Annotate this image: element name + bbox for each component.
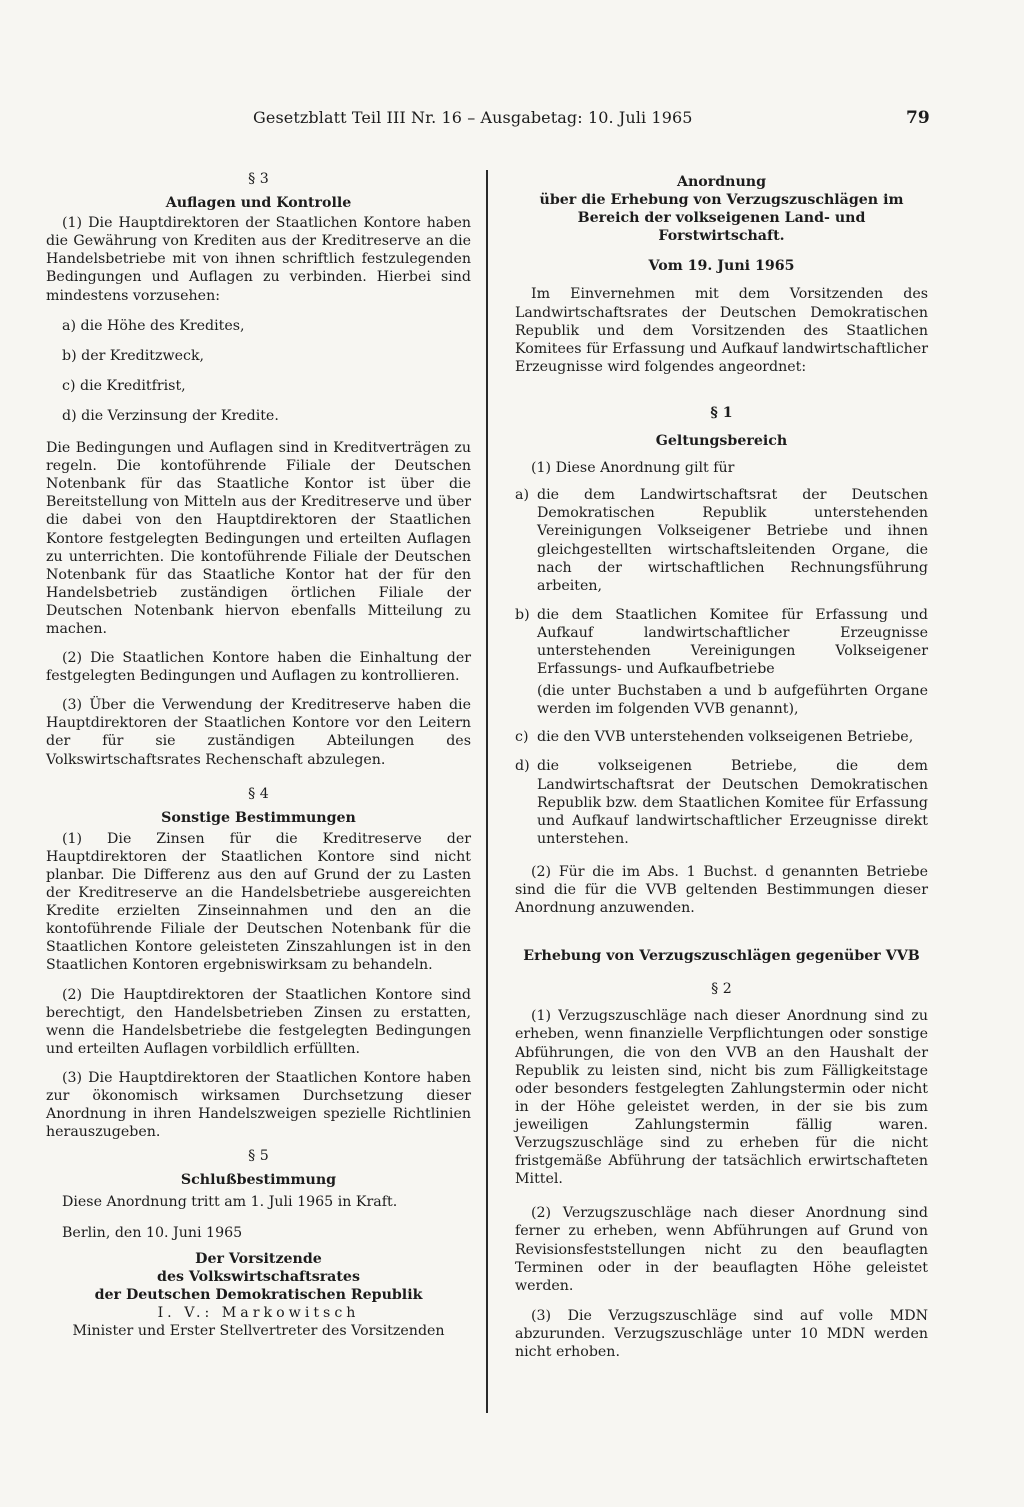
order-title-1: Anordnung: [676, 174, 767, 190]
list-text: die den VVB unterstehenden volkseigenen Betriebe,: [537, 729, 914, 746]
list-item: [515, 728, 928, 746]
section-1-note: (die unter Buchstaben a und b aufgeführten Organe werden im folgenden VVB genannt),: [537, 683, 928, 718]
section-4-paragraph-1: (1) Die Zinsen für die Kreditreserve der Hauptdirektoren der Staatlichen Kontore sind nicht planbar. Die Differenz aus den auf Grund der zu Lasten der Kreditreserve an die Handelsbetriebe ausgereichten Kredite erzielten Zinseinnahmen und den an die kontoführende Filiale der Deutschen Notenbank für die Staatlichen Kontore geleisteten Zinszahlungen ist in den Staatlichen Kontoren ergebniswirksam zu behandeln.: [46, 830, 471, 974]
signature-line-1: Der Vorsitzende: [195, 1250, 322, 1267]
section-2-paragraph-1: (1) Verzugszuschläge nach dieser Anordnung sind zu erheben, wenn finanzielle Verpflichtungen oder sonstige Abführungen, die von den VVB an den Haushalt der Republik zu leisten sind, nicht bis zum Fälligkeitstage oder besonders festgelegten Zahlungstermin oder nicht in der Höhe geleistet werden, in der sie bis zum jeweiligen Zahlungstermin fällig waren. Verzugszuschläge sind zu erheben für die nicht fristgemäße Abführung der tatsächlich erwirtschafteten Mittel.: [515, 1008, 928, 1188]
section-5-title: Schlußbestimmung: [180, 1172, 337, 1189]
signature-line-4: I. V.: Markowitsch: [157, 1304, 360, 1321]
section-3-title: Auflagen und Kontrolle: [165, 195, 352, 212]
list-item: [515, 757, 928, 847]
section-4-heading: § 4: [248, 785, 269, 802]
section-1-heading: § 1: [710, 404, 733, 421]
place-date: Berlin, den 10. Juni 1965: [62, 1224, 243, 1241]
section-2-heading: § 2: [711, 981, 732, 998]
signature-line-2: des Volkswirtschaftsrates: [157, 1268, 360, 1285]
section-3-paragraph-2: (2) Die Staatlichen Kontore haben die Einhaltung der festgelegten Bedingungen und Auflagen zu kontrollieren.: [46, 650, 471, 685]
list-item: [515, 486, 928, 595]
list-label: c): [515, 729, 529, 746]
list-label: a): [515, 487, 529, 504]
list-text: die dem Staatlichen Komitee für Erfassung und Aufkauf landwirtschaftlicher Erzeugnisse unterstehenden Vereinigungen Volkseigener Erfassungs- und Aufkaufbetriebe: [537, 606, 928, 678]
section-2-paragraph-3: (3) Die Verzugszuschläge sind auf volle MDN abzurunden. Verzugszuschläge unter 10 MDN werden nicht erhoben.: [515, 1307, 928, 1360]
list-text: die dem Landwirtschaftsrat der Deutschen Demokratischen Republik unterstehenden Vereinigungen Volkseigener Betriebe und ihnen gleichgestellten wirtschaftsleitenden Organe, die nach der wirtschaftlichen Rechnungsführung arbeiten,: [537, 487, 928, 594]
section-1-paragraph-1: (1) Diese Anordnung gilt für: [531, 460, 735, 477]
right-column: [515, 166, 928, 1361]
order-title-3: Bereich der volkseigenen Land- und Forstwirtschaft.: [577, 210, 866, 245]
section-4-paragraph-3: (3) Die Hauptdirektoren der Staatlichen Kontore haben zur ökonomisch wirksamen Durchsetzung dieser Anordnung in ihren Handelszweigen spezielle Richtlinien herauszugeben.: [46, 1069, 471, 1141]
section-4-paragraph-2: (2) Die Hauptdirektoren der Staatlichen Kontore sind berechtigt, den Handelsbetrieben Zinsen zu erstatten, wenn die Handelsbetriebe die festgelegten Bedingungen und erteilten Auflagen vorbildlich erfüllten.: [46, 986, 471, 1057]
section-3-paragraph-1b: Die Bedingungen und Auflagen sind in Kreditverträgen zu regeln. Die kontoführende Filiale der Deutschen Notenbank für das Staatliche Kontor ist über die Bereitstellung von Mitteln aus der Kreditreserve und über die dabei von den Hauptdirektoren der Staatlichen Kontore festgelegten Bedingungen und erteilten Auflagen zu unterrichten. Die kontoführende Filiale der Deutschen Notenbank für das Staatliche Kontor hat der für den Handelsbetrieb zuständigen örtlichen Filiale der Deutschen Notenbank hiervon ebenfalls Mitteilung zu machen.: [46, 440, 471, 637]
list-item: a) die Höhe des Kredites,: [62, 317, 245, 334]
left-column: [46, 166, 471, 1340]
section-3-heading: § 3: [248, 171, 269, 187]
section-1-title: Geltungsbereich: [655, 433, 788, 450]
list-item: c) die Kreditfrist,: [62, 377, 186, 394]
signature-line-3: der Deutschen Demokratischen Republik: [94, 1286, 423, 1303]
list-item: d) die Verzinsung der Kredite.: [62, 407, 279, 424]
order-title-2: über die Erhebung von Verzugszuschlägen im: [539, 192, 904, 209]
page-header: [0, 108, 1024, 134]
section-3-paragraph-1: (1) Die Hauptdirektoren der Staatlichen Kontore haben die Gewährung von Krediten aus der Kreditreserve an die Handelsbetriebe mit von ihnen schriftlich festzulegenden Bedingungen und Auflagen zu verbinden. Hierbei sind mindestens vorzusehen:: [46, 215, 471, 304]
section-1-paragraph-2: (2) Für die im Abs. 1 Buchst. d genannten Betriebe sind die für die VVB geltenden Bestimmungen dieser Anordnung anzuwenden.: [515, 863, 928, 917]
part-title: Erhebung von Verzugszuschlägen gegenüber VVB: [523, 948, 920, 965]
section-2-paragraph-2: (2) Verzugszuschläge nach dieser Anordnung sind ferner zu erheben, wenn Abführungen auf Grund von Revisionsfeststellungen nicht zu den beauflagten Terminen oder in der beauflagten Höhe geleistet werden.: [515, 1205, 928, 1294]
list-label: b): [515, 606, 530, 623]
order-date: Vom 19. Juni 1965: [648, 258, 795, 275]
list-text: die volkseigenen Betriebe, die dem Landwirtschaftsrat der Deutschen Demokratischen Republik bzw. dem Staatlichen Komitee für Erfassung und Aufkauf landwirtschaftlicher Erzeugnisse direkt unterstehen.: [537, 758, 928, 847]
signature-line-5: Minister und Erster Stellvertreter des Vorsitzenden: [72, 1323, 445, 1340]
section-3-paragraph-3: (3) Über die Verwendung der Kreditreserve haben die Hauptdirektoren der Staatlichen Kontore vor den Leitern der für sie zuständigen Abteilungen des Volkswirtschaftsrates Rechenschaft abzulegen.: [46, 697, 471, 768]
header-title: Gesetzblatt Teil III Nr. 16 – Ausgabetag: 10. Juli 1965: [253, 108, 693, 127]
page-number: 79: [906, 108, 930, 128]
section-5-heading: § 5: [248, 1148, 269, 1165]
list-label: d): [515, 758, 530, 775]
section-5-paragraph-1: Diese Anordnung tritt am 1. Juli 1965 in Kraft.: [62, 1193, 398, 1210]
list-item: b) der Kreditzweck,: [62, 347, 205, 364]
column-divider: [486, 170, 488, 1413]
preamble: Im Einvernehmen mit dem Vorsitzenden des Landwirtschaftsrates der Deutschen Demokratischen Republik und dem Vorsitzenden des Staatlichen Komitees für Erfassung und Aufkauf landwirtschaftlicher Erzeugnisse wird folgendes angeordnet:: [515, 286, 928, 375]
section-4-title: Sonstige Bestimmungen: [161, 809, 356, 826]
list-item: [515, 606, 928, 678]
